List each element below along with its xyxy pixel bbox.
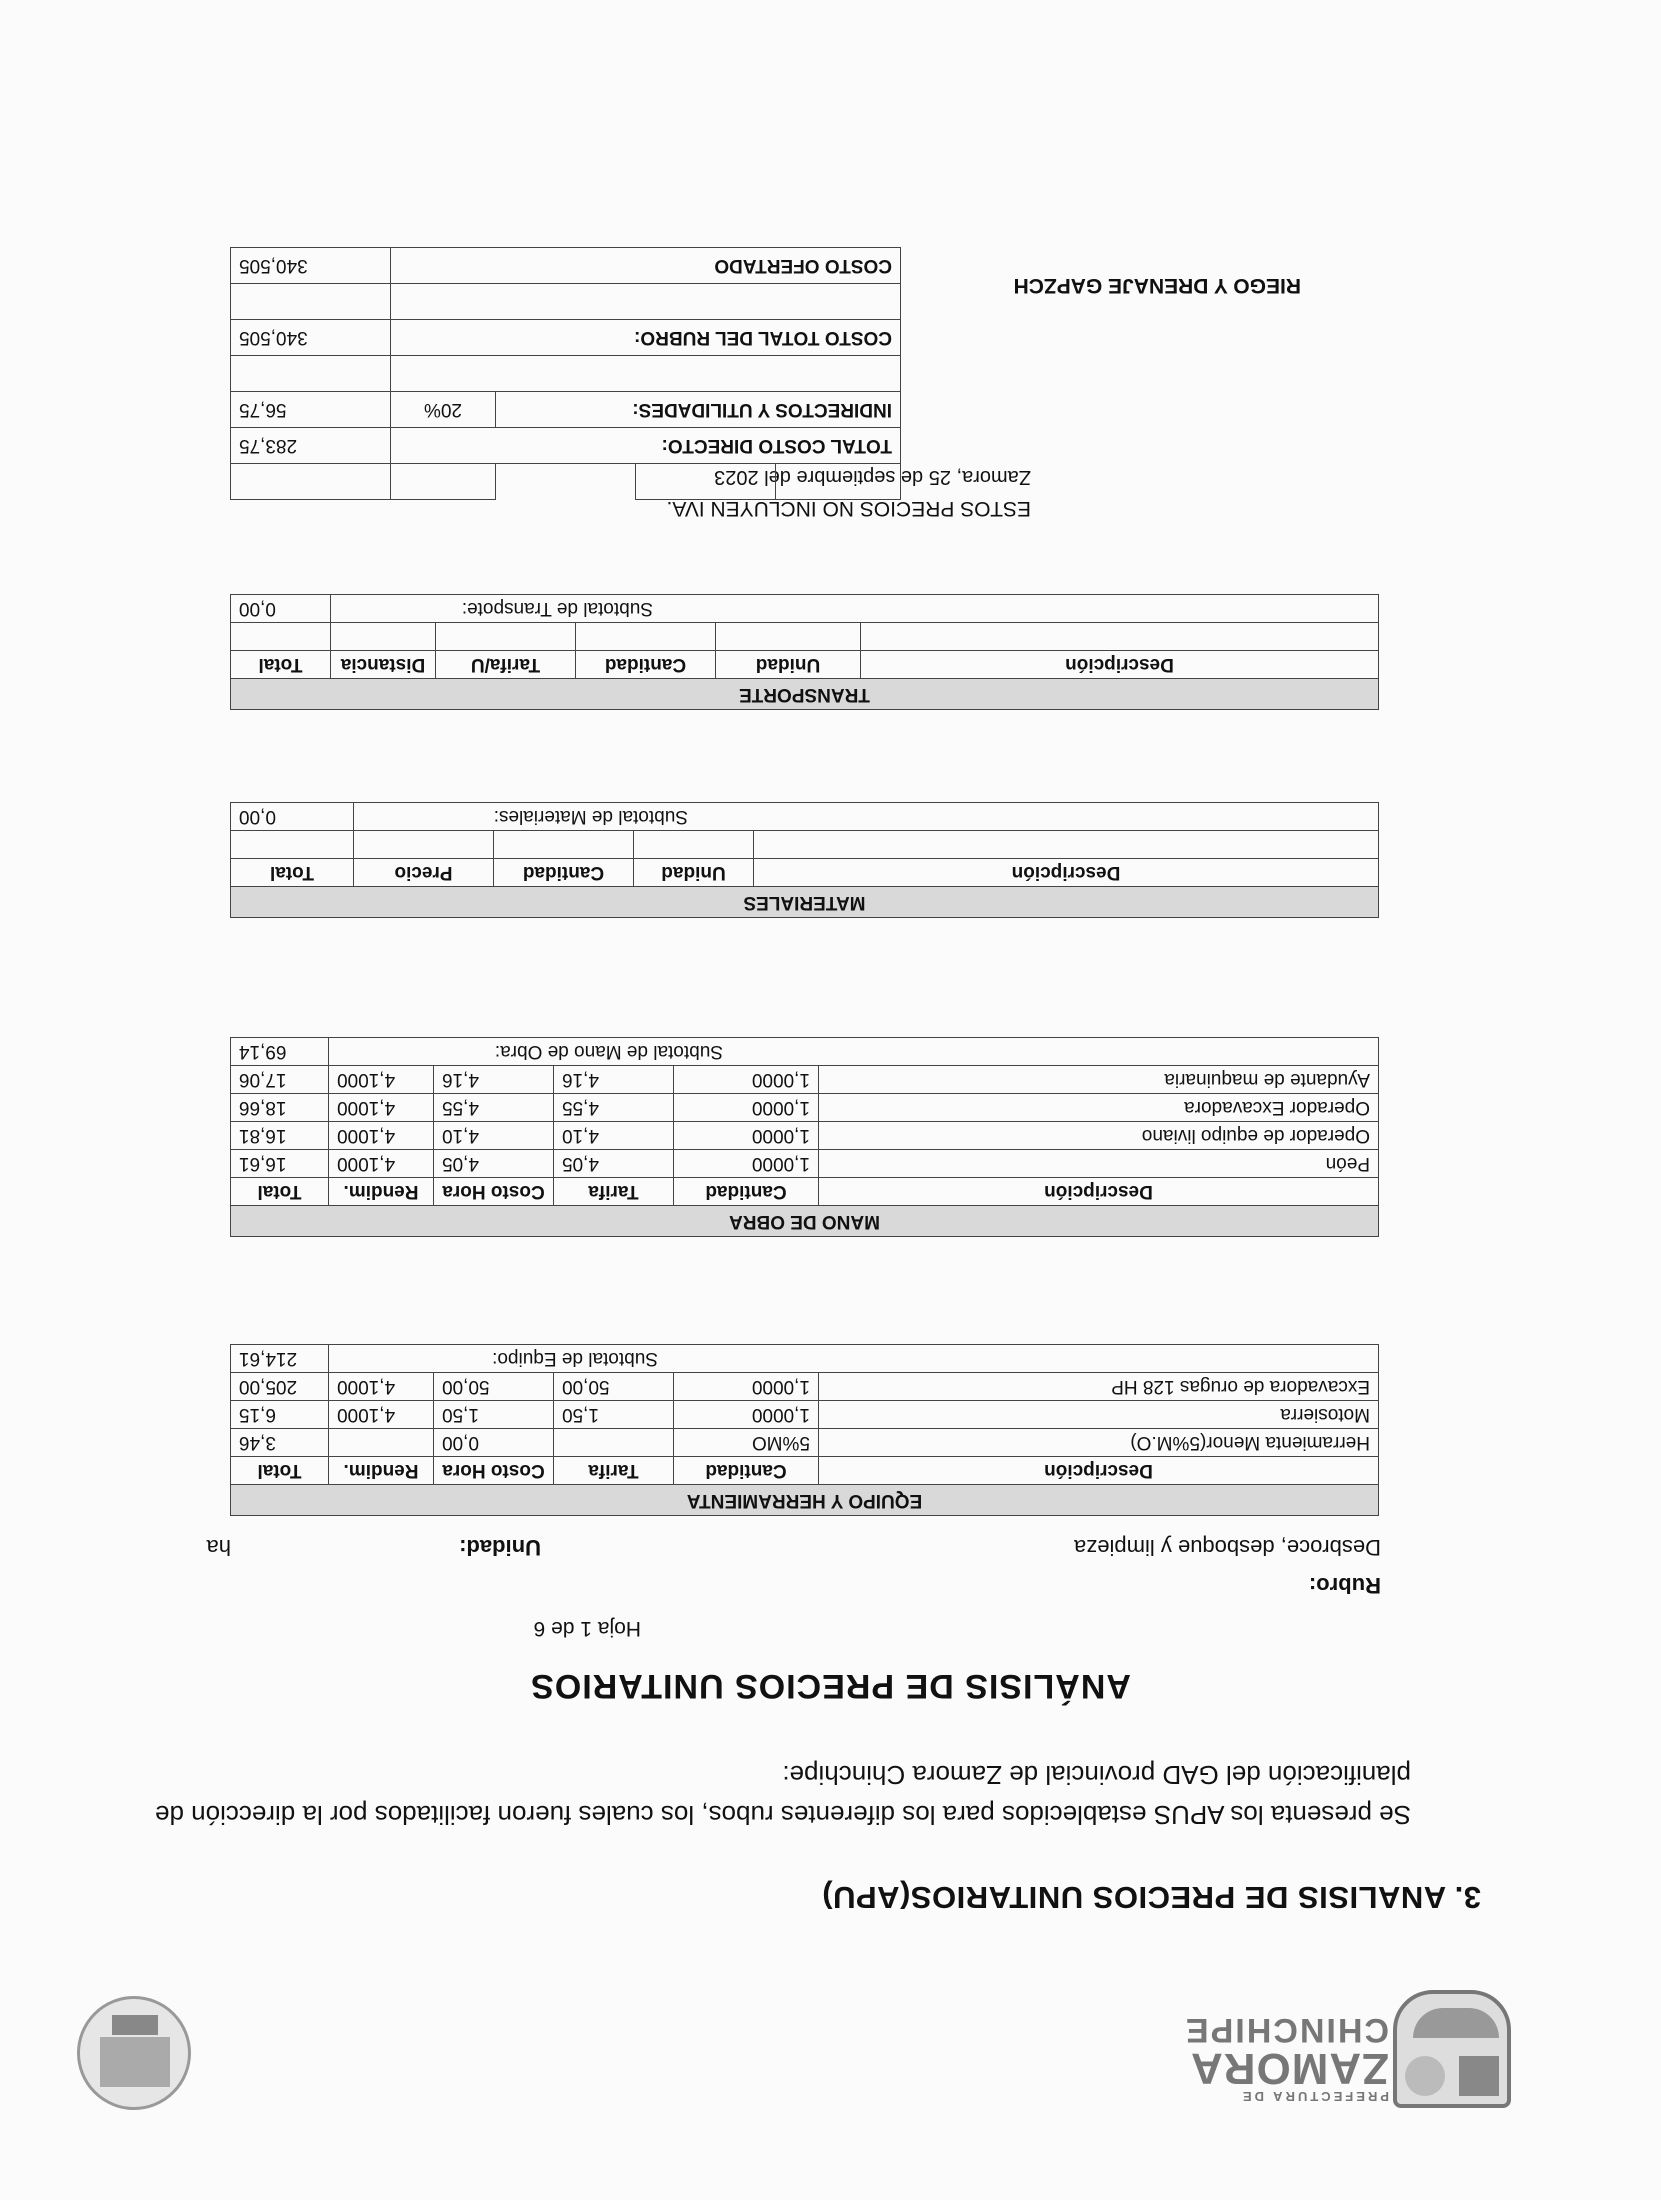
logo-text (1184, 2013, 1389, 2104)
cell: 17,06 (230, 1066, 328, 1094)
date-text: Zamora, 25 de septiembre del 2023 (714, 466, 1031, 488)
section-title: 3. ANALISIS DE PRECIOS UNITARIOS(APU) (821, 1880, 1481, 1915)
subtotal-row (230, 803, 1378, 831)
cell: 1,0000 (674, 1401, 819, 1429)
directo-row (231, 428, 901, 464)
indirectos-value: 56,75 (231, 392, 391, 428)
ofertado-label: COSTO OFERTADO (391, 248, 901, 284)
subtotal-label: Subtotal de Materiales: (354, 803, 1379, 831)
cell: 4,1000 (329, 1401, 434, 1429)
subtotal-row (230, 1038, 1378, 1066)
totals-table (230, 247, 901, 500)
col-header: Cantidad (576, 651, 716, 679)
col-header: Cantidad (674, 1457, 819, 1485)
col-header: Descripción (861, 651, 1379, 679)
seal-icon (77, 1996, 191, 2110)
mano-obra-table (230, 1037, 1379, 1237)
col-header: Unidad (716, 651, 861, 679)
prefectura-logo (1171, 1998, 1511, 2108)
col-header: Rendim. (329, 1178, 434, 1206)
cell: 4,55 (554, 1094, 674, 1122)
subtotal-value: 214,61 (230, 1345, 328, 1373)
table-row (230, 1429, 1378, 1457)
cell: 205,00 (230, 1373, 328, 1401)
subtotal-value: 0,00 (230, 803, 353, 831)
main-title: ANÁLISIS DE PRECIOS UNITARIOS (530, 1667, 1131, 1705)
cell: 16,61 (230, 1150, 328, 1178)
cell (329, 1429, 434, 1457)
col-header: Total (230, 1178, 328, 1206)
cell: 6,15 (230, 1401, 328, 1429)
cell: 4,10 (554, 1122, 674, 1150)
total-value: 340,505 (231, 320, 391, 356)
cell-desc: Operador de equipo liviano (819, 1122, 1379, 1150)
sheet-number: Hoja 1 de 6 (533, 1617, 641, 1640)
logo-line-1: ZAMORA (1189, 2044, 1389, 2093)
rubro-value: Desbroce, desboque y limpieza (1074, 1535, 1381, 1560)
cell: 4,16 (434, 1066, 554, 1094)
subtotal-value: 69,14 (230, 1038, 328, 1066)
cell: 4,16 (554, 1066, 674, 1094)
cell-desc: Herramienta Menor(5%M.O) (819, 1429, 1379, 1457)
cell: 16,81 (230, 1122, 328, 1150)
col-header: Descripción (754, 859, 1379, 887)
col-header: Costo Hora (434, 1178, 554, 1206)
logo-line-2: CHINCHIPE (1183, 2011, 1389, 2049)
cell: 4,10 (434, 1122, 554, 1150)
cell: 5%MO (674, 1429, 819, 1457)
cell: 1,50 (434, 1401, 554, 1429)
cell: 4,1000 (329, 1373, 434, 1401)
iva-note: ESTOS PRECIOS NO INCLUYEN IVA. (666, 497, 1031, 520)
cell-desc: Peón (819, 1150, 1379, 1178)
cell: 1,0000 (674, 1066, 819, 1094)
col-header: Total (230, 651, 330, 679)
transporte-header-row (230, 651, 1378, 679)
province-seal (81, 1985, 191, 2110)
cell: 1,0000 (674, 1122, 819, 1150)
col-header: Precio (354, 859, 494, 887)
transporte-table (230, 594, 1379, 710)
equipo-table (230, 1344, 1379, 1516)
cell (554, 1429, 674, 1457)
mano-obra-header-row (230, 1178, 1378, 1206)
cell: 4,1000 (329, 1094, 434, 1122)
materiales-header-row (230, 859, 1378, 887)
cell: 4,1000 (329, 1150, 434, 1178)
table-row (230, 623, 1378, 651)
col-header: Tarifa/U (436, 651, 576, 679)
col-header: Total (230, 1457, 328, 1485)
cell: 4,1000 (329, 1122, 434, 1150)
cell: 50,00 (554, 1373, 674, 1401)
rubro-label: Rubro: (1308, 1573, 1381, 1598)
transporte-title: TRANSPORTE (230, 679, 1378, 710)
total-label: COSTO TOTAL DEL RUBRO: (391, 320, 901, 356)
col-header: Descripción (819, 1178, 1379, 1206)
materiales-table (230, 802, 1379, 918)
intro-paragraph: Se presenta los APUS establecidos para los diferentes rubos, los cuales fueron facilitados por la dirección de planificación del GAD provincial de Zamora Chinchipe: (155, 1760, 1411, 1830)
subtotal-label: Subtotal de Equipo: (329, 1345, 1379, 1373)
mano-obra-title: MANO DE OBRA (230, 1206, 1378, 1237)
col-header: Descripción (819, 1457, 1379, 1485)
ofertado-row (231, 248, 901, 284)
subtotal-value: 0,00 (230, 595, 330, 623)
cell-desc: Motosierra (819, 1401, 1379, 1429)
subtotal-label: Subtotal de Transpote: (331, 595, 1379, 623)
cell-desc: Excavadora de orugas 128 HP (819, 1373, 1379, 1401)
total-row (231, 320, 901, 356)
col-header: Tarifa (554, 1178, 674, 1206)
col-header: Cantidad (674, 1178, 819, 1206)
rubro-category: RIEGO Y DRENAJE GAPZCH (1013, 274, 1301, 297)
table-row (230, 1066, 1378, 1094)
unidad-value: ha (206, 1535, 231, 1560)
col-header: Total (230, 859, 353, 887)
equipo-title: EQUIPO Y HERRAMIENTA (230, 1485, 1378, 1516)
directo-label: TOTAL COSTO DIRECTO: (391, 428, 901, 464)
col-header: Unidad (634, 859, 754, 887)
table-row (230, 1150, 1378, 1178)
col-header: Costo Hora (434, 1457, 554, 1485)
indirectos-pct: 20% (391, 392, 496, 428)
subtotal-row (230, 1345, 1378, 1373)
ofertado-value: 340,505 (231, 248, 391, 284)
col-header: Distancia (331, 651, 436, 679)
cell: 4,05 (434, 1150, 554, 1178)
table-row (230, 1373, 1378, 1401)
spacer-row (231, 284, 901, 320)
col-header: Cantidad (494, 859, 634, 887)
table-row (230, 1094, 1378, 1122)
cell: 50,00 (434, 1373, 554, 1401)
cell: 4,05 (554, 1150, 674, 1178)
cell: 18,66 (230, 1094, 328, 1122)
cell: 1,0000 (674, 1373, 819, 1401)
cell-desc: Ayudante de maquinaria (819, 1066, 1379, 1094)
col-header: Rendim. (329, 1457, 434, 1485)
cell: 4,1000 (329, 1066, 434, 1094)
spacer-row (231, 464, 901, 500)
col-header: Tarifa (554, 1457, 674, 1485)
spacer-row (231, 356, 901, 392)
materiales-title: MATERIALES (230, 887, 1378, 918)
cell: 0,00 (434, 1429, 554, 1457)
indirectos-label: INDIRECTOS Y UTILIDADES: (496, 392, 901, 428)
directo-value: 283,75 (231, 428, 391, 464)
subtotal-label: Subtotal de Mano de Obra: (329, 1038, 1379, 1066)
logo-small-text: PREFECTURA DE (1239, 2089, 1389, 2104)
unidad-label: Unidad: (459, 1535, 541, 1560)
equipo-header-row (230, 1457, 1378, 1485)
cell: 1,50 (554, 1401, 674, 1429)
shield-icon (1393, 1990, 1511, 2108)
cell: 1,0000 (674, 1150, 819, 1178)
cell: 1,0000 (674, 1094, 819, 1122)
indirectos-row (231, 392, 901, 428)
table-row (230, 1122, 1378, 1150)
subtotal-row (230, 595, 1378, 623)
cell: 3,46 (230, 1429, 328, 1457)
table-row (230, 831, 1378, 859)
cell: 4,55 (434, 1094, 554, 1122)
cell-desc: Operador Excavadora (819, 1094, 1379, 1122)
table-row (230, 1401, 1378, 1429)
